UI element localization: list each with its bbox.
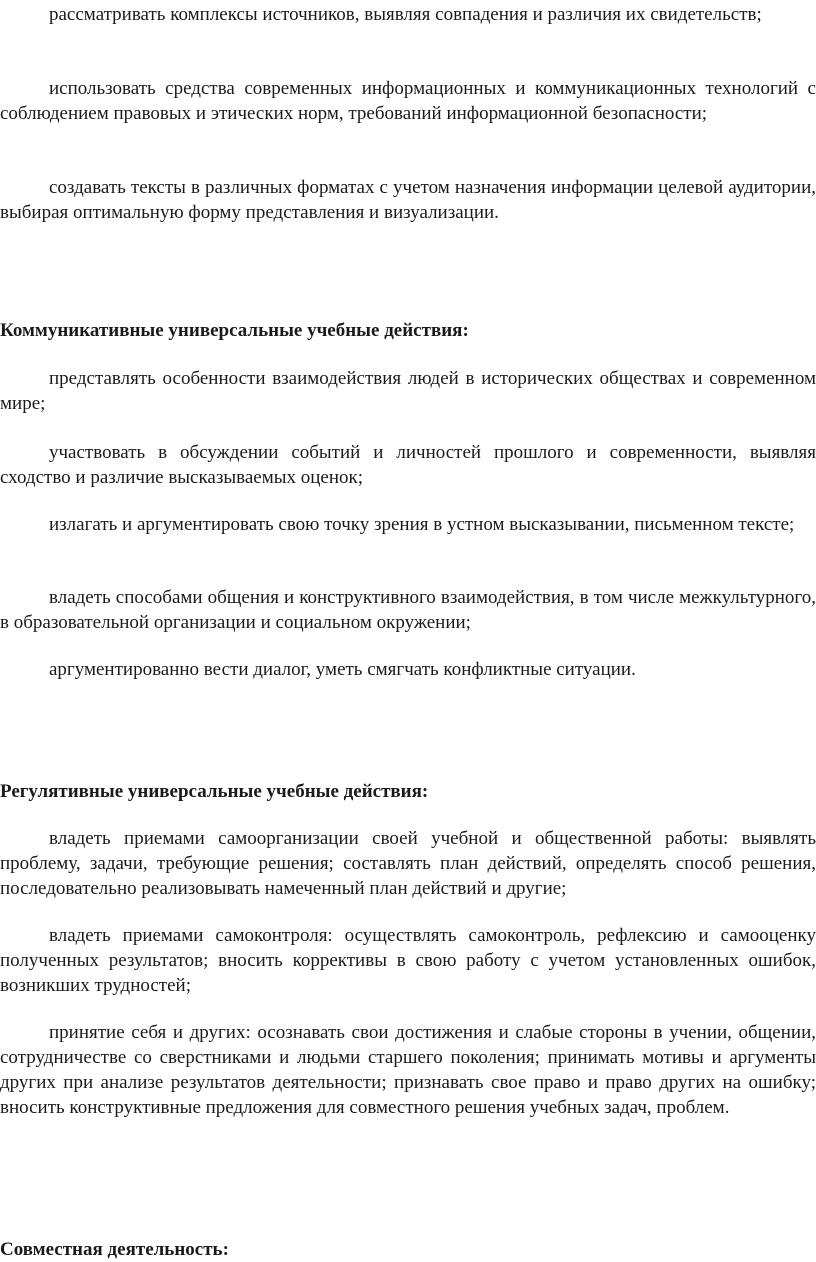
paragraph-communicative-3: излагать и аргументировать свою точку зрения в устном высказывании, письменном тексте; — [49, 514, 795, 535]
paragraph-sources: рассматривать комплексы источников, выявляя совпадения и различия их свидетельств; — [49, 4, 762, 25]
paragraph-communicative-4: владеть способами общения и конструктивного взаимодействия, в том числе межкультурного, в образовательной организации и социальном окружении; — [0, 587, 816, 633]
paragraph-regulatory-3: принятие себя и других: осознавать свои достижения и слабые стороны в учении, общении, сотрудничестве со сверстниками и людьми старшего поколения; принимать мотивы и аргументы других при анализе результатов деятельности; признавать свое право и право других на ошибку; вносить конструктивные предложения для совместного решения учебных задач, проблем. — [0, 1022, 816, 1118]
paragraph-ict: использовать средства современных информационных и коммуникационных технологий с соблюдением правовых и этических норм, требований информационной безопасности; — [0, 78, 816, 124]
paragraph-regulatory-1: владеть приемами самоорганизации своей учебной и общественной работы: выявлять проблему, задачи, требующие решения; составлять план действий, определять способ решения, последовательно реализовывать намеченный план действий и другие; — [0, 828, 816, 899]
paragraph-communicative-1: представлять особенности взаимодействия людей в исторических обществах и современном мире; — [0, 368, 816, 414]
paragraph-texts: создавать тексты в различных форматах с учетом назначения информации целевой аудитории, выбирая оптимальную форму представления и визуализации. — [0, 177, 816, 223]
paragraph-communicative-5: аргументированно вести диалог, уметь смягчать конфликтные ситуации. — [49, 659, 636, 680]
heading-joint: Совместная деятельность: — [0, 1239, 229, 1260]
heading-regulatory: Регулятивные универсальные учебные действия: — [0, 781, 429, 802]
paragraph-regulatory-2: владеть приемами самоконтроля: осуществлять самоконтроль, рефлексию и самооценку полученных результатов; вносить коррективы в свою работу с учетом установленных ошибок, возникших трудностей; — [0, 925, 816, 996]
paragraph-communicative-2: участвовать в обсуждении событий и личностей прошлого и современности, выявляя сходство и различие высказываемых оценок; — [0, 442, 816, 488]
heading-communicative: Коммуникативные универсальные учебные действия: — [0, 320, 469, 341]
